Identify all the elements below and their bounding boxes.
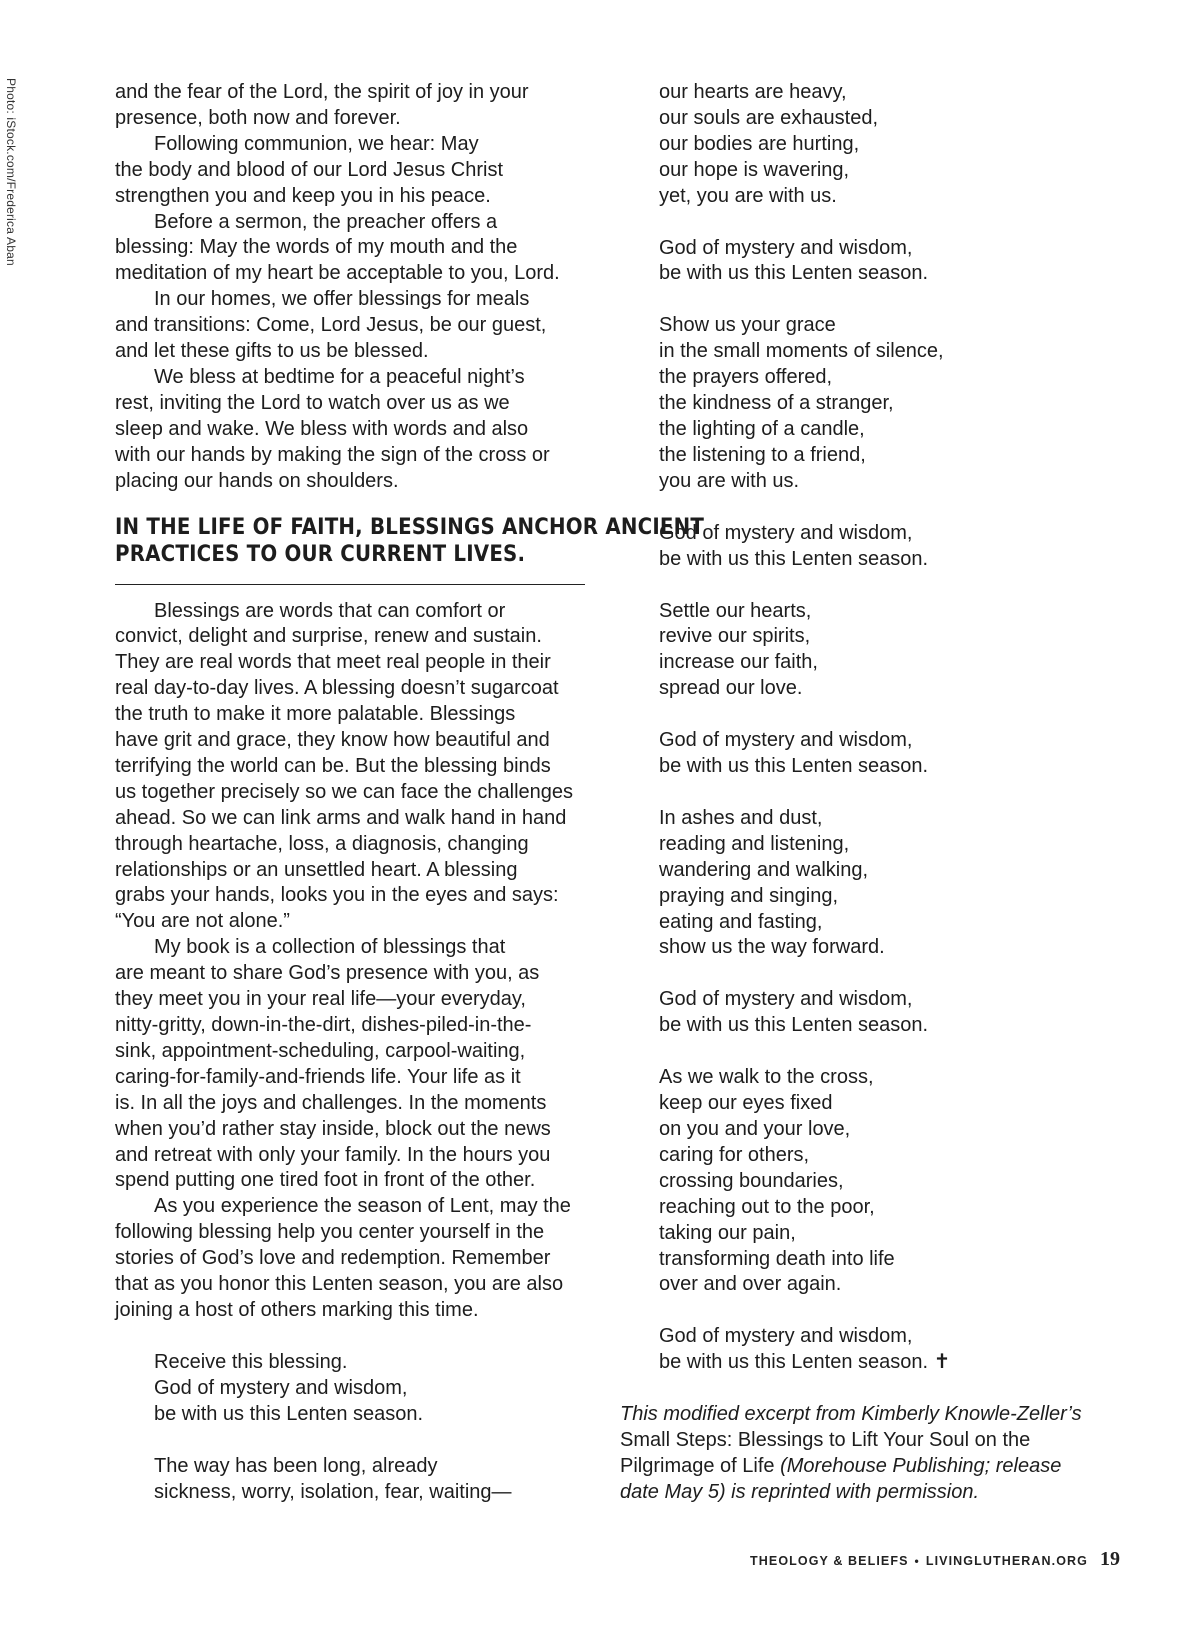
footer-separator: • — [914, 1554, 920, 1568]
verse-line: The way has been long, already — [154, 1454, 438, 1477]
text-line: Before a sermon, the preacher offers a — [154, 210, 498, 233]
text-line: spend putting one tired foot in front of the other. — [115, 1169, 536, 1192]
verse-line: increase our faith, — [659, 651, 818, 674]
refrain-stanza — [659, 236, 1100, 288]
text-line: In our homes, we offer blessings for meals — [154, 288, 530, 311]
verse-line: In ashes and dust, — [659, 806, 823, 829]
verse-line: our hope is wavering, — [659, 158, 850, 181]
excerpt-italic: This modified excerpt from Kimberly Knowle-Zeller’s — [620, 1403, 1082, 1426]
verse-stanza — [659, 313, 1100, 494]
paragraph-lent — [115, 1194, 585, 1324]
pull-quote-line: PRACTICES TO OUR CURRENT LIVES. — [115, 541, 526, 567]
text-line: My book is a collection of blessings that — [154, 936, 506, 959]
verse-stanza — [659, 599, 1100, 703]
verse-line: wandering and walking, — [659, 858, 869, 881]
verse-line: you are with us. — [659, 469, 800, 492]
text-line: and let these gifts to us be blessed. — [115, 340, 429, 363]
verse-stanza — [659, 1065, 1100, 1298]
text-line: that as you honor this Lenten season, you are also — [115, 1273, 564, 1296]
text-line: blessing: May the words of my mouth and the — [115, 236, 518, 259]
verse-line: over and over again. — [659, 1273, 842, 1296]
excerpt-italic: (Morehouse Publishing; release — [780, 1454, 1062, 1477]
page-footer — [750, 1548, 1120, 1571]
verse-line: be with us this Lenten season. — [659, 262, 929, 285]
verse-line: spread our love. — [659, 677, 803, 700]
text-line: and transitions: Come, Lord Jesus, be our guest, — [115, 314, 547, 337]
text-line: meditation of my heart be acceptable to you, Lord. — [115, 262, 560, 285]
right-column — [620, 80, 1100, 1506]
verse-line: God of mystery and wisdom, — [659, 236, 913, 259]
verse-stanza — [154, 1350, 585, 1428]
pull-quote — [115, 514, 705, 585]
text-line: relationships or an unsettled heart. A blessing — [115, 858, 518, 881]
verse-line: in the small moments of silence, — [659, 340, 944, 363]
paragraph-communion — [115, 132, 585, 210]
text-line: “You are not alone.” — [115, 910, 290, 933]
text-line: us together precisely so we can face the challenges — [115, 780, 574, 803]
verse-line: our hearts are heavy, — [659, 81, 847, 103]
photo-credit: Photo: iStock.com/Frederica Aban — [4, 78, 18, 266]
verse-line: reaching out to the poor, — [659, 1195, 875, 1218]
verse-line: God of mystery and wisdom, — [154, 1376, 408, 1399]
text-line: joining a host of others marking this time. — [115, 1298, 479, 1321]
verse-line: our souls are exhausted, — [659, 106, 879, 129]
text-line: following blessing help you center yourself in the — [115, 1221, 545, 1244]
excerpt-title-line: Small Steps: Blessings to Lift Your Soul on the — [620, 1429, 1031, 1452]
text-line: the body and blood of our Lord Jesus Christ — [115, 158, 504, 181]
verse-line: on you and your love, — [659, 1118, 851, 1140]
excerpt-italic: date May 5) is reprinted with permission. — [620, 1480, 980, 1503]
verse-line: the lighting of a candle, — [659, 417, 865, 440]
footer-site: LIVINGLUTHERAN.ORG — [925, 1554, 1088, 1568]
paragraph-bedtime — [115, 365, 585, 495]
pull-quote-line: IN THE LIFE OF FAITH, BLESSINGS ANCHOR ANCIENT — [115, 514, 705, 540]
verse-line: be with us this Lenten season. — [659, 547, 929, 570]
verse-line: sickness, worry, isolation, fear, waiting— — [154, 1480, 512, 1503]
text-line: terrifying the world can be. But the blessing binds — [115, 754, 551, 777]
verse-line: reading and listening, — [659, 832, 850, 855]
text-line: and retreat with only your family. In the hours you — [115, 1143, 551, 1166]
text-line: sleep and wake. We bless with words and also — [115, 417, 529, 440]
excerpt-credit — [620, 1402, 1100, 1506]
verse-line: Show us your grace — [659, 314, 836, 337]
text-line: grabs your hands, looks you in the eyes and says: — [115, 884, 559, 907]
text-line: convict, delight and surprise, renew and sustain. — [115, 625, 542, 648]
verse-line: the kindness of a stranger, — [659, 392, 894, 415]
verse-line: the prayers offered, — [659, 366, 833, 389]
text-line: caring-for-family-and-friends life. Your life as it — [115, 1065, 521, 1088]
verse-line: our bodies are hurting, — [659, 132, 860, 155]
verse-line: God of mystery and wisdom, — [659, 729, 913, 752]
text-line: and the fear of the Lord, the spirit of joy in your — [115, 81, 529, 103]
text-line: presence, both now and forever. — [115, 106, 401, 129]
verse-line: caring for others, — [659, 1143, 810, 1166]
refrain-stanza — [659, 728, 1100, 780]
text-line: through heartache, loss, a diagnosis, changing — [115, 832, 529, 855]
paragraph-sermon — [115, 210, 585, 288]
text-line: the truth to make it more palatable. Blessings — [115, 703, 516, 726]
refrain-stanza — [659, 521, 1100, 573]
verse-line: be with us this Lenten season. ✝ — [659, 1351, 951, 1374]
verse-line: God of mystery and wisdom, — [659, 521, 913, 544]
refrain-stanza — [659, 1324, 1100, 1376]
verse-line: be with us this Lenten season. — [659, 1014, 929, 1037]
text-line: stories of God’s love and redemption. Remember — [115, 1247, 551, 1270]
footer-section: THEOLOGY & BELIEFS — [750, 1554, 909, 1568]
text-line: is. In all the joys and challenges. In the moments — [115, 1091, 547, 1114]
excerpt-line — [620, 1454, 1100, 1480]
text-line: rest, inviting the Lord to watch over us as we — [115, 391, 510, 414]
verse-line: God of mystery and wisdom, — [659, 988, 913, 1011]
verse-line: the listening to a friend, — [659, 443, 866, 466]
verse-line: transforming death into life — [659, 1247, 895, 1270]
intro-paragraph — [115, 80, 585, 132]
verse-line: eating and fasting, — [659, 910, 823, 933]
verse-line: yet, you are with us. — [659, 184, 837, 207]
excerpt-line — [620, 1402, 1100, 1428]
verse-line: crossing boundaries, — [659, 1169, 844, 1192]
verse-line: revive our spirits, — [659, 625, 811, 648]
excerpt-title: Pilgrimage of Life — [620, 1454, 775, 1477]
page-number: 19 — [1100, 1548, 1120, 1570]
text-line: strengthen you and keep you in his peace. — [115, 184, 491, 207]
verse-line: keep our eyes fixed — [659, 1092, 833, 1115]
text-line: real day-to-day lives. A blessing doesn’t sugarcoat — [115, 677, 559, 700]
text-line: We bless at bedtime for a peaceful night’s — [154, 365, 525, 388]
excerpt-line — [620, 1480, 1100, 1506]
verse-line: show us the way forward. — [659, 936, 885, 959]
verse-stanza — [154, 1454, 585, 1506]
text-line: Blessings are words that can comfort or — [154, 599, 506, 622]
paragraph-my-book — [115, 935, 585, 1194]
text-line: when you’d rather stay inside, block out the news — [115, 1117, 551, 1140]
verse-line: Receive this blessing. — [154, 1350, 348, 1373]
paragraph-blessings-words — [115, 599, 585, 936]
text-line: have grit and grace, they know how beautiful and — [115, 729, 550, 752]
text-line: Following communion, we hear: May — [154, 132, 479, 155]
text-line: they meet you in your real life—your everyday, — [115, 988, 526, 1011]
paragraph-homes — [115, 287, 585, 365]
text-line: placing our hands on shoulders. — [115, 469, 399, 492]
verse-line: be with us this Lenten season. — [154, 1402, 424, 1425]
text-line: with our hands by making the sign of the cross or — [115, 443, 550, 466]
verse-line: praying and singing, — [659, 884, 839, 907]
verse-stanza — [659, 80, 1100, 210]
verse-stanza — [659, 806, 1100, 961]
verse-line: God of mystery and wisdom, — [659, 1325, 913, 1348]
text-line: are meant to share God’s presence with you, as — [115, 962, 540, 985]
verse-line: taking our pain, — [659, 1221, 796, 1244]
verse-line: As we walk to the cross, — [659, 1066, 874, 1089]
refrain-stanza — [659, 987, 1100, 1039]
text-line: nitty-gritty, down-in-the-dirt, dishes-piled-in-the- — [115, 1014, 532, 1036]
verse-line: be with us this Lenten season. — [659, 755, 929, 778]
text-line: They are real words that meet real people in their — [115, 651, 551, 674]
verse-line: Settle our hearts, — [659, 599, 812, 622]
text-line: ahead. So we can link arms and walk hand in hand — [115, 806, 567, 829]
text-line: sink, appointment-scheduling, carpool-waiting, — [115, 1039, 526, 1062]
text-line: As you experience the season of Lent, may the — [154, 1195, 571, 1218]
